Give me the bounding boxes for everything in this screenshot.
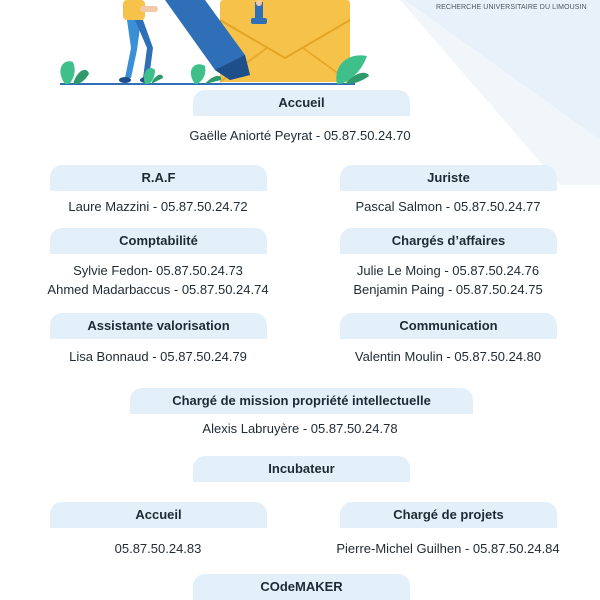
juriste-contact: Pascal Salmon - 05.87.50.24.77 xyxy=(355,199,541,214)
incubateur-accueil-contact: 05.87.50.24.83 xyxy=(114,541,202,556)
juriste-heading: Juriste xyxy=(340,165,557,190)
charge-projets-contact: Pierre-Michel Guilhen - 05.87.50.24.84 xyxy=(336,541,560,556)
charges-affaires-heading: Chargés d’affaires xyxy=(340,228,557,253)
plant-icon xyxy=(144,68,163,84)
incubateur-accueil-heading: Accueil xyxy=(50,502,267,527)
charges-affaires-contact-2: Benjamin Paing - 05.87.50.24.75 xyxy=(353,282,543,297)
communication-heading: Communication xyxy=(340,313,557,338)
mail-illustration xyxy=(55,0,385,90)
assistante-contact: Lisa Bonnaud - 05.87.50.24.79 xyxy=(69,349,247,364)
charge-projets-heading: Chargé de projets xyxy=(340,502,557,527)
accueil-heading: Accueil xyxy=(193,90,410,115)
comptabilite-heading: Comptabilité xyxy=(50,228,267,253)
raf-heading: R.A.F xyxy=(50,165,267,190)
comptabilite-contact-2: Ahmed Madarbaccus - 05.87.50.24.74 xyxy=(47,282,269,297)
propriete-contact: Alexis Labruyère - 05.87.50.24.78 xyxy=(202,421,398,436)
assistante-heading: Assistante valorisation xyxy=(50,313,267,338)
propriete-heading: Chargé de mission propriété intellectuelle xyxy=(130,388,473,413)
charges-affaires-contact-1: Julie Le Moing - 05.87.50.24.76 xyxy=(356,263,540,278)
accueil-contact: Gaëlle Aniorté Peyrat - 05.87.50.24.70 xyxy=(189,128,411,143)
raf-contact: Laure Mazzini - 05.87.50.24.72 xyxy=(68,199,248,214)
header-subtitle: RECHERCHE UNIVERSITAIRE DU LIMOUSIN xyxy=(436,4,587,11)
incubateur-heading: Incubateur xyxy=(193,456,410,481)
codemaker-heading: COdeMAKER xyxy=(193,574,410,599)
plant-icon xyxy=(60,61,89,84)
comptabilite-contact-1: Sylvie Fedon- 05.87.50.24.73 xyxy=(73,263,243,278)
communication-contact: Valentin Moulin - 05.87.50.24.80 xyxy=(354,349,542,364)
